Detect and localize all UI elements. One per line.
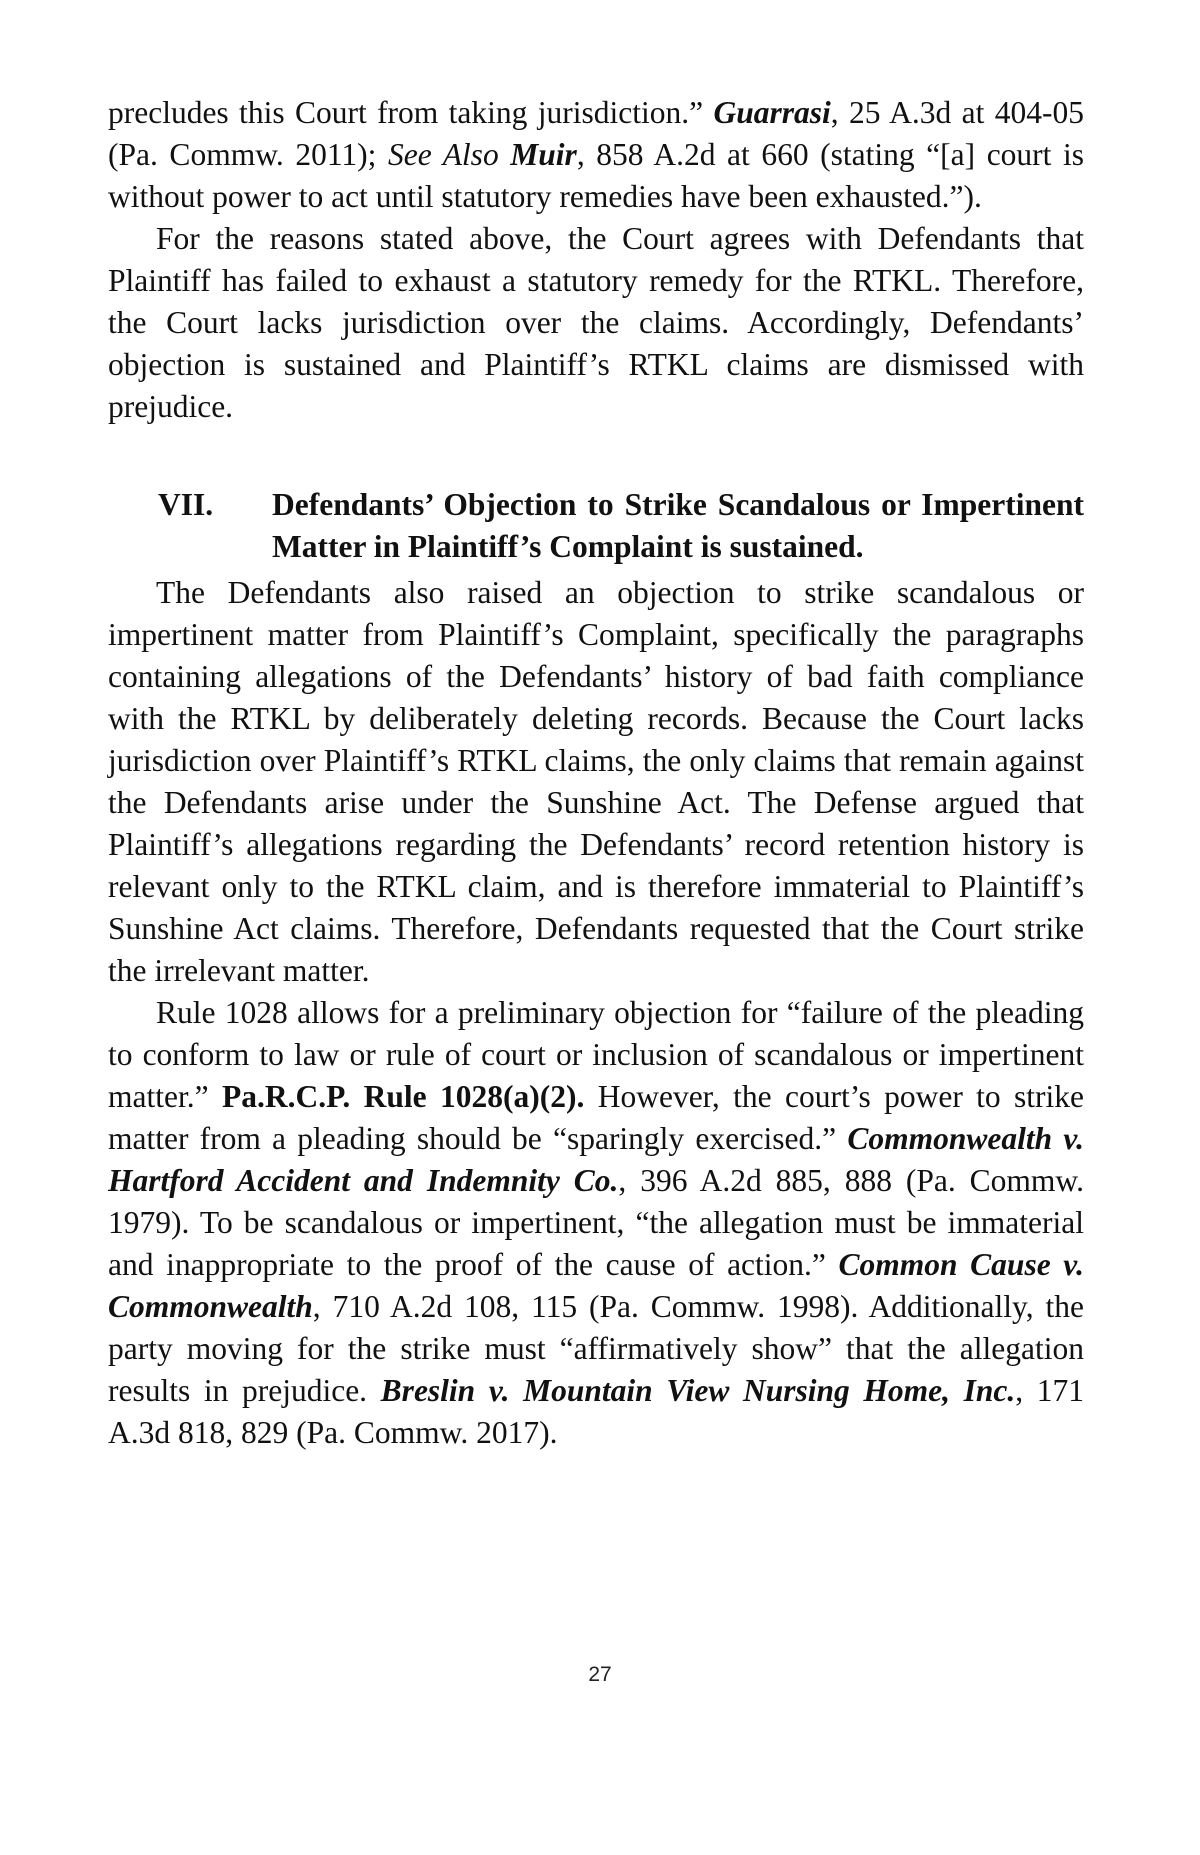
case-citation: Pa.R.C.P. Rule 1028(a)(2). [221, 1079, 585, 1114]
section-number: VII. [158, 487, 214, 522]
case-citation: Guarrasi [713, 95, 831, 130]
case-citation: Breslin v. Mountain View Nursing Home, Inc. [380, 1373, 1016, 1408]
page-number: 27 [588, 1663, 612, 1686]
paragraph-text: precludes this Court from taking jurisdiction.” [108, 95, 714, 130]
paragraph-text: , 396 A.2d 885, 888 (Pa. Commw. 1979). To be scandalous or impertinent, “the allegation must be immaterial and inappropriate to the proof of the cause of action.” [108, 1163, 1084, 1282]
section-heading [108, 484, 1084, 568]
paragraph [108, 218, 1084, 428]
paragraph [108, 92, 1084, 218]
case-citation: Common Cause v. Commonwealth [108, 1247, 1084, 1324]
section-title: Defendants’ Objection to Strike Scandalous or Impertinent Matter in Plaintiff’s Complaint is sustained. [272, 487, 1084, 564]
paragraph [108, 572, 1084, 992]
paragraph-text: , 171 A.3d 818, 829 (Pa. Commw. 2017). [108, 1373, 1084, 1450]
paragraph [108, 992, 1084, 1454]
paragraph-text: See Also [387, 137, 511, 172]
case-citation: Commonwealth v. Hartford Accident and Indemnity Co. [108, 1121, 1085, 1198]
body-text-section-after [108, 572, 1084, 1454]
paragraph-text: The Defendants also raised an objection to strike scandalous or impertinent matter from Plaintiff’s Complaint, specifically the paragraphs containing allegations of the Defendants’ history of bad faith compliance with the RTKL by deliberately deleting records. Because the Court lacks jurisdiction over Plaintiff’s RTKL claims, the only claims that remain against the Defendants arise under the Sunshine Act. The Defense argued that Plaintiff’s allegations regarding the Defendants’ record retention history is relevant only to the RTKL claim, and is therefore immaterial to Plaintiff’s Sunshine Act claims. Therefore, Defendants requested that the Court strike the irrelevant matter. [108, 575, 1084, 988]
paragraph-text: For the reasons stated above, the Court agrees with Defendants that Plaintiff has failed to exhaust a statutory remedy for the RTKL. Therefore, the Court lacks jurisdiction over the claims. Accordingly, Defendants’ objection is sustained and Plaintiff’s RTKL claims are dismissed with prejudice. [108, 221, 1084, 424]
paragraph-text: , 710 A.2d 108, 115 (Pa. Commw. 1998). Additionally, the party moving for the strike must “affirmatively show” that the allegation results in prejudice. [108, 1289, 1084, 1408]
paragraph-text: Rule 1028 allows for a preliminary objection for “failure of the pleading to conform to law or rule of court or inclusion of scandalous or impertinent matter.” [108, 995, 1084, 1114]
document-page [108, 92, 1084, 1454]
case-citation: Muir [510, 137, 577, 172]
paragraph-text: However, the court’s power to strike matter from a pleading should be “sparingly exercised.” [108, 1079, 1085, 1156]
paragraph-text: , 25 A.3d at 404-05 (Pa. Commw. 2011); [108, 95, 1084, 172]
body-text-section-before [108, 92, 1084, 428]
paragraph-text: , 858 A.2d at 660 (stating “[a] court is without power to act until statutory remedies have been exhausted.”). [108, 137, 1084, 214]
